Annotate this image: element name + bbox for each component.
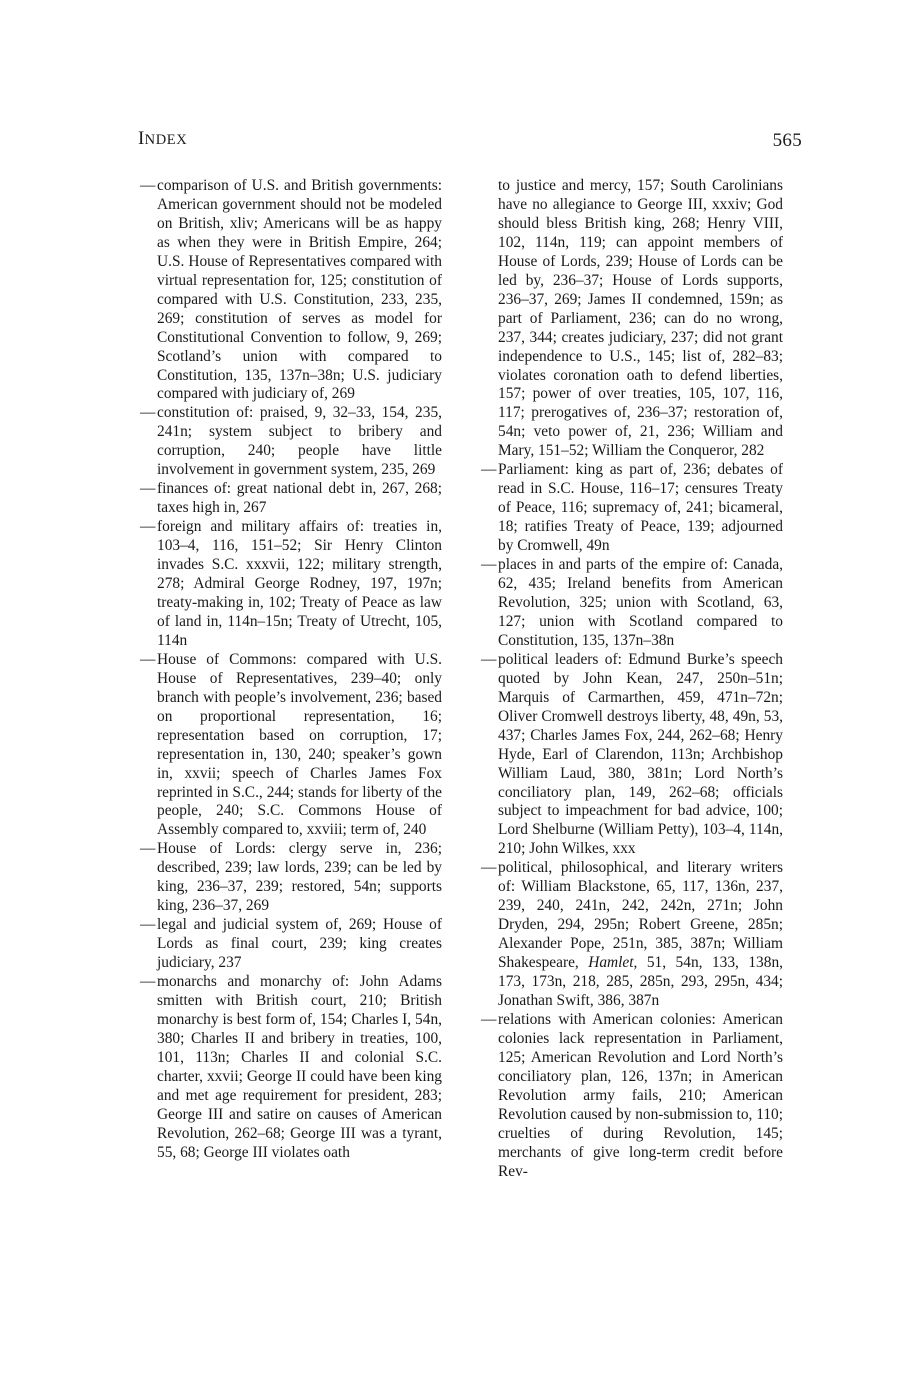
entry-dash: —	[481, 556, 497, 574]
index-entry	[140, 404, 442, 480]
page-number: 565	[772, 130, 802, 151]
entry-dash: —	[481, 1010, 497, 1028]
entry-text: , 51, 54n, 133, 138n, 173, 173n, 218, 285, 285n, 293, 295n, 434; Jonathan Swift, 386, 387n	[498, 954, 783, 1009]
entry-text: foreign and military affairs of: treaties in, 103–4, 116, 151–52; Sir Henry Clinton invades S.C. xxxvii, 122; military strength, 278; Admiral George Rodney, 197, 197n; treaty-making in, 102; Treaty of Peace as law of land in, 114n–15n; Treaty of Utrecht, 105, 114n	[157, 518, 442, 649]
entry-dash: —	[140, 480, 156, 498]
index-title-rest: NDEX	[144, 132, 188, 148]
entry-dash: —	[481, 859, 497, 877]
left-column	[140, 177, 442, 1163]
index-entry	[140, 651, 442, 841]
entry-italic-title: Hamlet	[588, 954, 634, 972]
entry-text: Parliament: king as part of, 236; debates of read in S.C. House, 116–17; censures Treaty of Peace, 116; supremacy of, 241; bicameral, 18; ratifies Treaty of Peace, 139; adjourned by Cromwell, 49n	[498, 461, 783, 555]
entry-dash: —	[140, 840, 156, 858]
index-entry	[140, 840, 442, 916]
entry-text: House of Lords: clergy serve in, 236; described, 239; law lords, 239; can be led by king, 236–37, 239; restored, 54n; supports king, 236–37, 269	[157, 840, 442, 915]
entry-text: constitution of: praised, 9, 32–33, 154, 235, 241n; system subject to bribery and corruption, 240; people have little involvement in government system, 235, 269	[157, 404, 442, 479]
index-entry	[140, 916, 442, 973]
entry-text: places in and parts of the empire of: Canada, 62, 435; Ireland benefits from American Revolution, 325; union with Scotland, 63, 127; union with Scotland compared to Constitution, 135, 137n–38n	[498, 556, 783, 649]
entry-text: political, philosophical, and literary writers of: William Blackstone, 65, 117, 136n, 237, 239, 240, 241n, 242, 242n, 271n; John Dryden, 294, 295n; Robert Greene, 285n; Alexander Pope, 251n, 385, 387n; William Shakespeare,	[498, 859, 783, 972]
entry-text: to justice and mercy, 157; South Carolinians have no allegiance to George III, xxxiv; God should bless British king, 268; Henry VIII, 102, 114n, 119; can appoint members of House of Lords, 239; House of Lords can be led by, 236–37; House of Lords supports, 236–37, 269; James II condemned, 159n; as part of Parliament, 236; can do no wrong, 237, 344; creates judiciary, 237; did not grant independence to U.S., 145; list of, 282–83; violates coronation oath to defend liberties, 157; power of over treaties, 105, 107, 116, 117; prerogatives of, 236–37; restoration of, 54n; veto power of, 21, 236; William and Mary, 151–52; William the Conqueror, 282	[498, 177, 783, 460]
entry-dash: —	[140, 518, 156, 536]
entry-dash: —	[481, 650, 497, 668]
index-entry	[140, 177, 442, 404]
entry-text: legal and judicial system of, 269; House of Lords as final court, 239; king creates judiciary, 237	[157, 916, 442, 972]
index-entry	[481, 859, 783, 1011]
entry-text: political leaders of: Edmund Burke’s speech quoted by John Kean, 247, 250n–51n; Marquis of Carmarthen, 459, 471n–72n; Oliver Cromwell destroys liberty, 48, 49n, 53, 437; Charles James Fox, 244, 262–68; Henry Hyde, Earl of Clarendon, 113n; Archbishop William Laud, 380, 381n; Lord North’s conciliatory plan, 149, 262–68; officials subject to impeachment for bad advice, 100; Lord Shelburne (William Petty), 103–4, 114n, 210; John Wilkes, xxx	[498, 650, 783, 858]
right-column	[481, 177, 783, 1182]
index-entry	[481, 651, 783, 859]
entry-dash: —	[140, 973, 156, 991]
index-title-initial: I	[138, 128, 145, 149]
entry-text: House of Commons: compared with U.S. House of Representatives, 239–40; only branch with people’s involvement, 236; based on proportional representation, 16; representation based on corruption, 17; representation in, 130, 240; speaker’s gown in, xxvii; speech of Charles James Fox reprinted in S.C., 244; stands for liberty of the people, 240; S.C. Commons House of Assembly compared to, xxviii; term of, 240	[157, 650, 442, 839]
entry-dash: —	[140, 404, 156, 422]
entry-dash: —	[140, 916, 156, 934]
entry-text: relations with American colonies: American colonies lack representation in Parliament, 125; American Revolution and Lord North’s conciliatory plan, 126, 137n; in American Revolution army fails, 210; American Revolution caused by non-submission to, 110; cruelties of during Revolution, 145; merchants of give long-term credit before Rev-	[498, 1010, 783, 1180]
index-entry-continuation	[481, 177, 783, 461]
index-entry	[481, 1011, 783, 1182]
entry-dash: —	[140, 177, 156, 194]
index-entry	[140, 518, 442, 651]
entry-text: comparison of U.S. and British governments: American government should not be modeled on British, xliv; Americans will be as happy as when they were in British Empire, 264; U.S. House of Representatives compared with virtual representation for, 125; constitution of compared with U.S. Constitution, 233, 235, 269; constitution of serves as model for Constitutional Convention to follow, 9, 269; Scotland’s union with compared to Constitution, 135, 137n–38n; U.S. judiciary compared with judiciary of, 269	[157, 177, 442, 403]
index-title	[138, 128, 187, 150]
index-entry	[140, 973, 442, 1163]
index-entry	[481, 461, 783, 556]
entry-text: finances of: great national debt in, 267, 268; taxes high in, 267	[157, 480, 442, 517]
index-entry	[140, 480, 442, 518]
entry-dash: —	[140, 650, 156, 668]
index-entry	[481, 556, 783, 651]
entry-dash: —	[481, 461, 497, 479]
entry-text: monarchs and monarchy of: John Adams smitten with British court, 210; British monarchy is best form of, 154; Charles I, 54n, 380; Charles II and bribery in treaties, 100, 101, 113n; Charles II and colonial S.C. charter, xxvii; George II could have been king and met age requirement for president, 283; George III and satire on causes of American Revolution, 262–68; George III was a tyrant, 55, 68; George III violates oath	[157, 973, 442, 1161]
